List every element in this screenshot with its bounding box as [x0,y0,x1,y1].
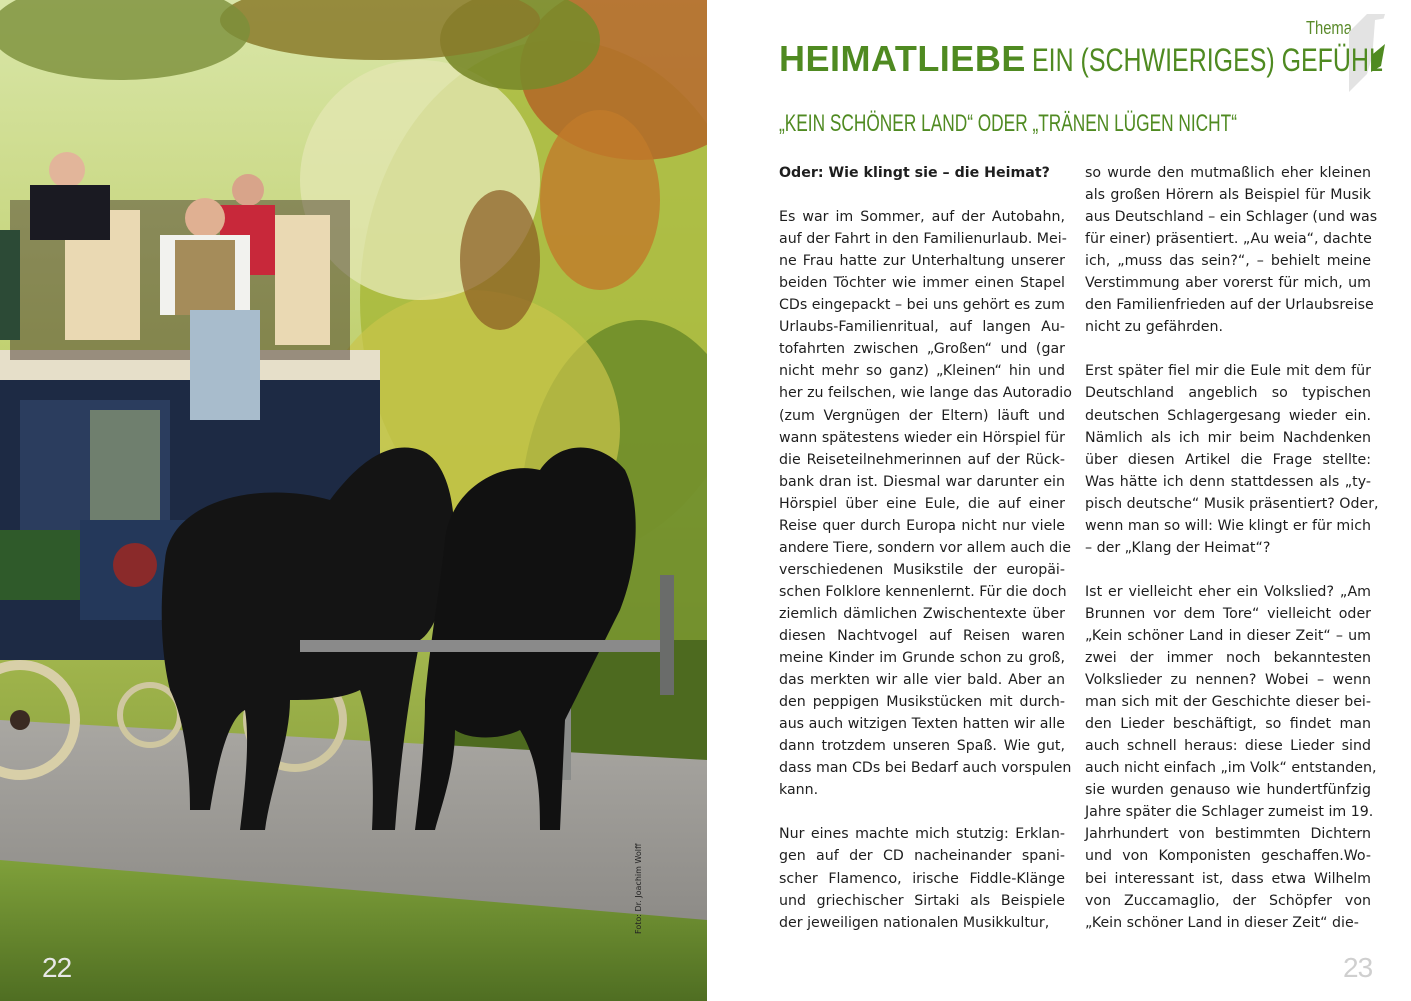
text-line: Brunnen vor dem Tore“ vielleicht oder [1085,605,1371,622]
text-column-2 [1085,162,1379,934]
text-line: beiden Töchter wie immer einen Stapel [779,275,1065,292]
text-line: „Kein schöner Land in dieser Zeit“ die- [1085,914,1359,931]
text-line: für einer) präsentiert. „Au weia“, dachte [1085,231,1372,248]
text-line: deutschen Schlagergesang wieder ein. [1085,407,1371,424]
text-line: her zu feilschen, wie lange das Autoradio [779,385,1072,402]
text-line: nicht mehr so ganz) „Kleinen“ hin und [779,363,1065,380]
text-line: Nur eines machte mich stutzig: Erklan- [779,826,1065,843]
text-line [1085,338,1371,360]
text-line: ziemlich dämlichen Zwischentexte über [779,605,1065,622]
text-line: scher Flamenco, irische Fiddle-Klänge [779,870,1065,887]
text-line: bank dran ist. Diesmal war darunter ein [779,473,1065,490]
article-headline [779,38,1383,80]
text-line: der jeweiligen nationalen Musikkultur, [779,914,1050,931]
text-line: – der „Klang der Heimat“? [1085,539,1271,556]
text-line: Deutschland angeblich so typischen [1085,385,1371,402]
text-line: die Reiseteilnehmerinnen auf der Rück- [779,451,1065,468]
text-line [779,801,1065,823]
text-line: sie wurden genauso wie hundertfünfzig [1085,782,1371,799]
text-line: über diesen Artikel die Frage stellte: [1085,451,1371,468]
text-line: Jahrhundert von bestimmten Dichtern [1085,826,1371,843]
text-line: man sich mit der Geschichte dieser bei- [1085,694,1371,711]
text-line [779,184,1065,206]
text-line: auch nicht einfach „im Volk“ entstanden, [1085,760,1377,777]
text-line: (zum Vergnügen der Eltern) läuft und [779,407,1065,424]
text-line: zwei der immer noch bekanntesten [1085,650,1371,667]
text-line: „Kein schöner Land in dieser Zeit“ – um [1085,627,1371,644]
text-line: auch schnell heraus: diese Lieder sind [1085,738,1371,755]
text-line: Was hätte ich denn stattdessen als „ty- [1085,473,1371,490]
text-line: Verstimmung aber vorerst für mich, um [1085,275,1371,292]
text-line [1085,559,1371,581]
text-line: das merkten wir alle vier bald. Aber an [779,672,1065,689]
text-line: diesen Nachtvogel auf Reisen waren [779,627,1065,644]
page-number-left: 22 [42,952,72,983]
section-label: Thema [1306,18,1352,38]
text-line: den peppigen Musikstücken mit durch- [779,694,1065,711]
text-line: aus auch witzigen Texten hatten wir alle [779,716,1065,733]
article-subheadline: „KEIN SCHÖNER LAND“ ODER „TRÄNEN LÜGEN NICHT“ [779,110,1237,137]
text-line: dass man CDs bei Bedarf auch vorspulen [779,760,1072,777]
page-number-right: 23 [1343,952,1373,983]
text-line: und griechischer Sirtaki als Beispiele [779,892,1065,909]
text-line: kann. [779,782,819,799]
text-line: den Lieder beschäftigt, so findet man [1085,716,1371,733]
text-line: pisch deutsche“ Musik präsentiert? Oder, [1085,495,1379,512]
text-line: tofahrten zwischen „Großen“ und (gar [779,341,1065,358]
text-line: von Zuccamaglio, der Schöpfer von [1085,892,1371,909]
text-line: Reise quer durch Europa nicht nur viele [779,517,1065,534]
text-line: so wurde den mutmaßlich eher kleinen [1085,165,1371,181]
text-line: andere Tiere, sondern vor allem auch die [779,539,1071,556]
text-line: Erst später fiel mir die Eule mit dem für [1085,363,1371,380]
text-line: bei interessant ist, dass etwa Wilhelm [1085,870,1371,887]
text-line: nicht zu gefährden. [1085,319,1223,336]
text-line: gen auf der CD nacheinander spani- [779,848,1065,865]
headline-light: EIN (SCHWIERIGES) GEFÜHL [1031,42,1383,78]
headline-bold: HEIMATLIEBE [779,38,1026,79]
text-line: schen Folklore kennenlernt. Für die doch [779,583,1067,600]
text-line: Es war im Sommer, auf der Autobahn, [779,209,1065,226]
text-line: ich, „muss das sein?“, – behielt meine [1085,253,1371,270]
text-line: meine Kinder im Grunde schon zu groß, [779,650,1065,667]
text-line: Nämlich als ich mir beim Nachdenken [1085,429,1371,446]
text-line: wann spätestens wieder ein Hörspiel für [779,429,1065,446]
text-line: Ist er vielleicht eher ein Volkslied? „Am [1085,583,1371,600]
text-line: ne Frau hatte zur Unterhaltung unserer [779,253,1065,270]
text-line: wenn man so will: Wie klingt er für mich [1085,517,1371,534]
text-column-1 [779,162,1072,934]
text-line: Oder: Wie klingt sie – die Heimat? [779,165,1050,181]
text-line: dann trotzdem unseren Spaß. Wie gut, [779,738,1065,755]
text-line: Urlaubs-Familienritual, auf langen Au- [779,319,1065,336]
text-line: und von Komponisten geschaffen.Wo- [1085,848,1371,865]
text-line: Jahre später die Schlager zumeist im 19. [1085,804,1374,821]
text-line: CDs eingepackt – bei uns gehört es zum [779,297,1065,314]
text-line: aus Deutschland – ein Schlager (und was [1085,209,1378,226]
text-line: Hörspiel über eine Eule, die auf einer [779,495,1065,512]
text-line: als großen Hörern als Beispiel für Musik [1085,187,1371,204]
text-line: auf der Fahrt in den Familienurlaub. Mei- [779,231,1067,248]
text-line: den Familienfrieden auf der Urlaubsreise [1085,297,1374,314]
text-line: verschiedenen Musikstile der europäi- [779,561,1065,578]
text-line: Volkslieder zu nennen? Wobei – wenn [1085,672,1371,689]
photo-credit: Foto: Dr. Joachim Wolff [634,843,643,934]
